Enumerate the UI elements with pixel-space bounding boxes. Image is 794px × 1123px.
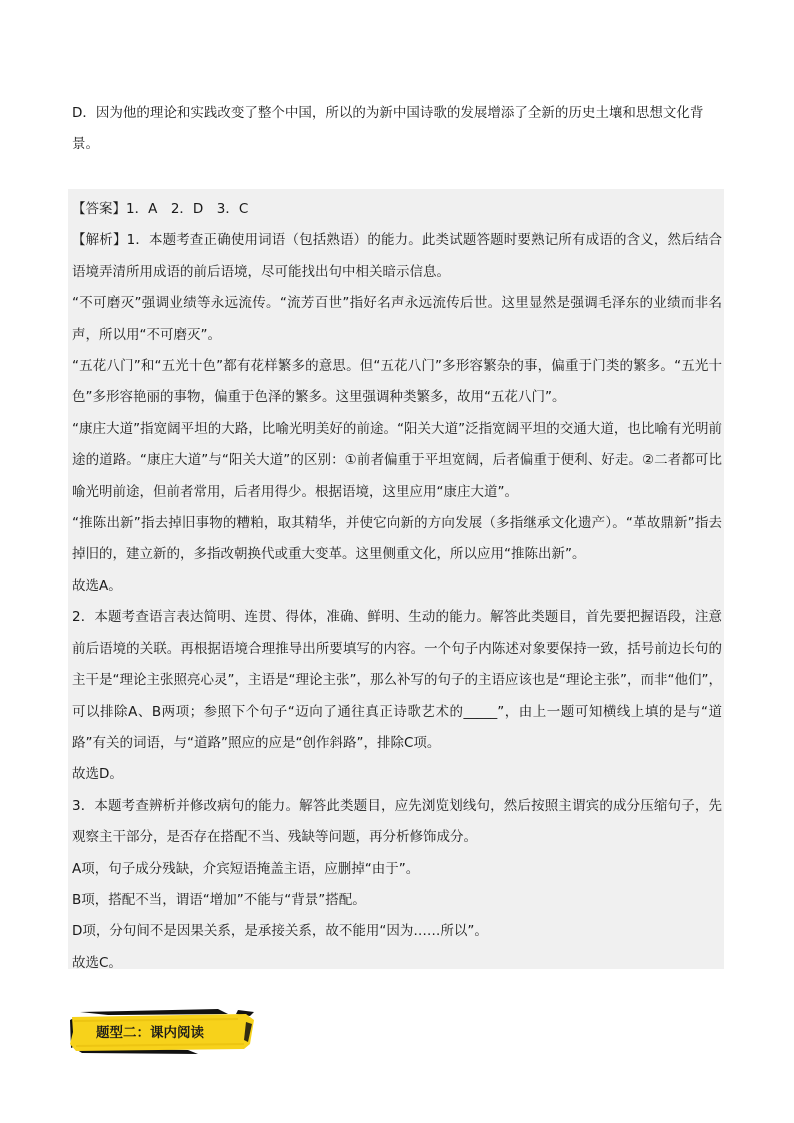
analysis-paragraph: “五花八门”和“五光十色”都有花样繁多的意思。但“五花八门”多形容繁杂的事，偏重于门类的繁多。“五光十色”多形容艳丽的事物，偏重于色泽的繁多。这里强调种类繁多，故用“五花八门”。 (72, 358, 722, 406)
analysis-paragraph: D项，分句间不是因果关系，是承接关系，故不能用“因为……所以”。 (72, 923, 488, 940)
analysis-paragraph: “推陈出新”指去掉旧事物的糟粕，取其精华，并使它向新的方向发展（多指继承文化遗产）。“革故鼎新”指去掉旧的，建立新的，多指改朝换代或重大变革。这里侧重文化，所以应用“推陈出新”。 (72, 515, 722, 563)
analysis-paragraph: 3．本题考查辨析并修改病句的能力。解答此类题目，应先浏览划线句，然后按照主谓宾的成分压缩句子，先观察主干部分，是否存在搭配不当、残缺等问题，再分析修饰成分。 (72, 797, 722, 846)
analysis-conclusion: 故选D。 (72, 766, 123, 783)
analysis-conclusion: 故选C。 (72, 954, 122, 971)
answer-line: 【答案】1．A 2．D 3．C (72, 201, 249, 217)
answer-analysis-box (68, 189, 724, 969)
analysis-paragraph: A项，句子成分残缺，介宾短语掩盖主语，应删掉“由于”。 (72, 860, 420, 877)
analysis-paragraph: 2．本题考查语言表达简明、连贯、得体，准确、鲜明、生动的能力。解答此类题目，首先要把握语段，注意前后语境的关联。再根据语境合理推导出所要填写的内容。一个句子内陈述对象要保持一致，括号前边长句的主干是“理论主张照亮心灵”，主语是“理论主张”，那么补写的句子的主语应该也是“理论主张”，而非“他们”，可以排除A、B两项；参照下个句子“迈向了通往真正诗歌艺术的_____”，由上一题可知横线上填的是与“道路”有关的词语，与“道路”照应的应是“创作斜路”，排除C项。 (72, 609, 722, 751)
analysis-paragraph: “康庄大道”指宽阔平坦的大路，比喻光明美好的前途。“阳关大道”泛指宽阔平坦的交通大道，也比喻有光明前途的道路。“康庄大道”与“阳关大道”的区别：①前者偏重于平坦宽阔，后者偏重于便利、好走。②二者都可比喻光明前途，但前者常用，后者用得少。根据语境，这里应用“康庄大道”。 (72, 420, 722, 500)
option-d-text: D．因为他的理论和实践改变了整个中国，所以的为新中国诗歌的发展增添了全新的历史土壤和思想文化背景。 (72, 105, 704, 152)
answer-analysis-content (72, 194, 722, 979)
section-banner (68, 1008, 258, 1054)
analysis-conclusion: 故选A。 (72, 577, 122, 594)
analysis-paragraph: B项，搭配不当，谓语“增加”不能与“背景”搭配。 (72, 891, 366, 908)
analysis-paragraph: “不可磨灭”强调业绩等永远流传。“流芳百世”指好名声永远流传后世。这里显然是强调毛泽东的业绩而非名声，所以用“不可磨灭”。 (72, 295, 722, 343)
section-banner-label: 题型二：课内阅读 (96, 1025, 204, 1041)
analysis-paragraph: 【解析】1．本题考查正确使用词语（包括熟语）的能力。此类试题答题时要熟记所有成语的含义，然后结合语境弄清所用成语的前后语境，尽可能找出句中相关暗示信息。 (72, 232, 722, 280)
